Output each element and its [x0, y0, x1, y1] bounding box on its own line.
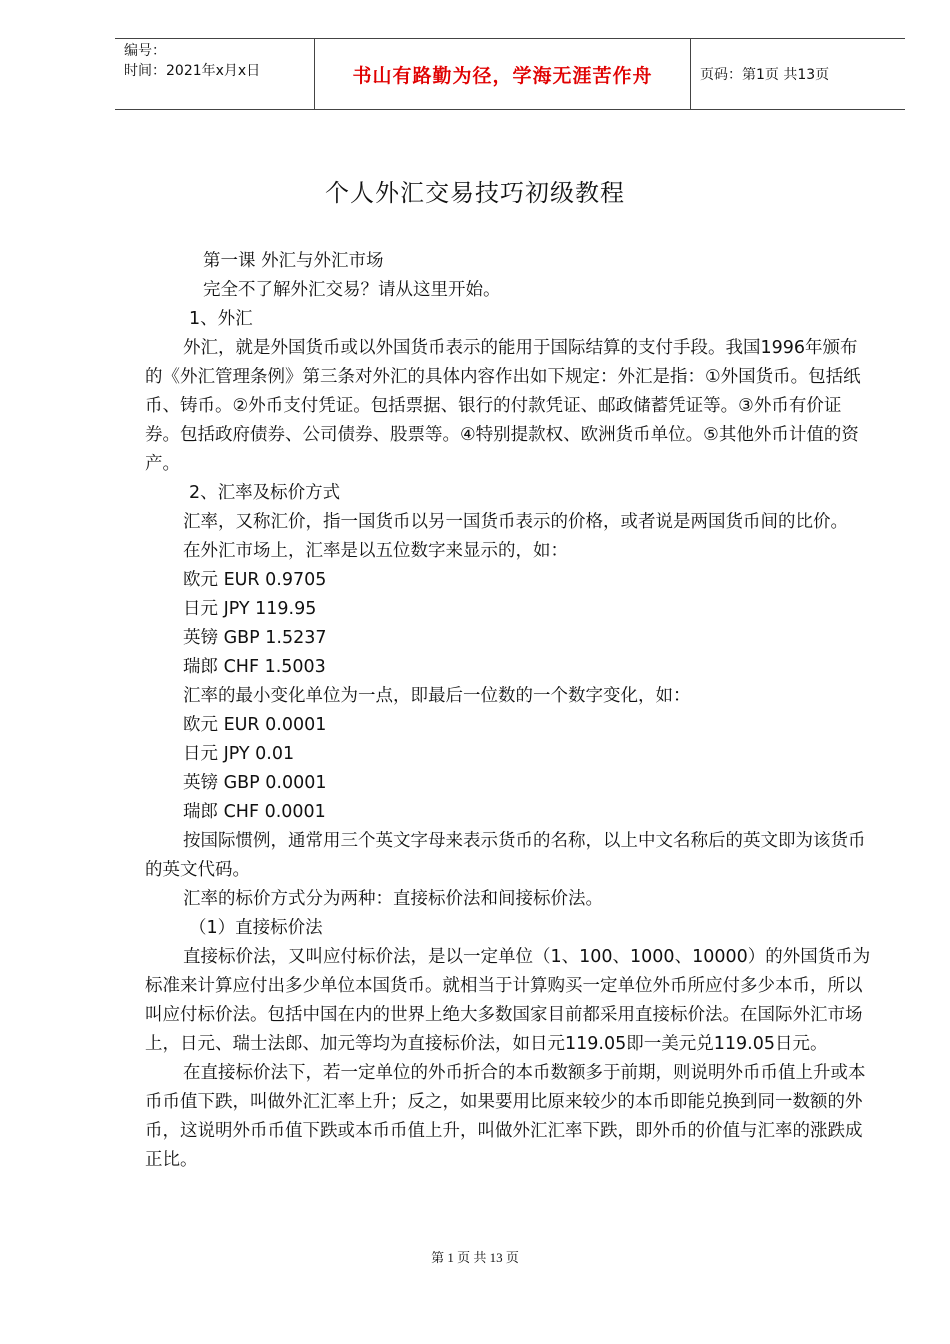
- header-meta: [115, 39, 315, 109]
- paragraph: 外汇，就是外国货币或以外国货币表示的能用于国际结算的支付手段。我国1996年颁布的《外汇管理条例》第三条对外汇的具体内容作出如下规定：外汇是指：①外国货币。包括纸币、铸币。②外币支付凭证。包括票据、银行的付款凭证、邮政储蓄凭证等。③外币有价证券。包括政府债券、公司债券、股票等。④特别提款权、欧洲货币单位。⑤其他外币计值的资产。: [145, 338, 861, 474]
- paragraph: 汇率，又称汇价，指一国货币以另一国货币表示的价格，或者说是两国货币间的比价。: [183, 512, 848, 532]
- document-body: [145, 247, 875, 1175]
- paragraph: 汇率的最小变化单位为一点，即最后一位数的一个数字变化，如：: [183, 686, 691, 706]
- rate-example: 日元 JPY 119.95: [183, 599, 317, 619]
- rate-example: 欧元 EUR 0.0001: [183, 715, 327, 735]
- paragraph: 在直接标价法下，若一定单位的外币折合的本币数额多于前期，则说明外币币值上升或本币币值下跌，叫做外汇汇率上升；反之，如果要用比原来较少的本币即能兑换到同一数额的外币，这说明外币币值下跌或本币币值上升，叫做外汇汇率下跌，即外币的价值与汇率的涨跌成正比。: [145, 1063, 866, 1170]
- section-heading: 1、外汇: [189, 309, 253, 329]
- lesson-heading: 第一课 外汇与外汇市场: [203, 251, 384, 271]
- page-footer: 第 1 页 共 13 页: [431, 1250, 519, 1265]
- number-label: 编号：: [124, 43, 166, 59]
- paragraph: 直接标价法，又叫应付标价法，是以一定单位（1、100、1000、10000）的外国货币为标准来计算应付出多少单位本国货币。就相当于计算购买一定单位外币所应付多少本币，所以叫应付标价法。包括中国在内的世界上绝大多数国家目前都采用直接标价法。在国际外汇市场上，日元、瑞士法郎、加元等均为直接标价法，如日元119.05即一美元兑119.05日元。: [145, 947, 871, 1054]
- rate-example: 英镑 GBP 0.0001: [183, 773, 327, 793]
- header-motto: 书山有路勤为径，学海无涯苦作舟: [315, 39, 691, 109]
- rate-example: 欧元 EUR 0.9705: [183, 570, 327, 590]
- rate-example: 瑞郎 CHF 1.5003: [183, 657, 326, 677]
- intro-line: 完全不了解外汇交易？请从这里开始。: [203, 280, 501, 300]
- paragraph: 按国际惯例，通常用三个英文字母来表示货币的名称，以上中文名称后的英文即为该货币的英文代码。: [145, 831, 866, 880]
- paragraph: 在外汇市场上，汇率是以五位数字来显示的，如：: [183, 541, 568, 561]
- time-label: 时间：2021年x月x日: [124, 63, 261, 79]
- rate-example: 日元 JPY 0.01: [183, 744, 295, 764]
- document-header: [115, 38, 905, 110]
- header-page-info: 页码：第1页 共13页: [700, 67, 830, 83]
- rate-example: 瑞郎 CHF 0.0001: [183, 802, 326, 822]
- rate-example: 英镑 GBP 1.5237: [183, 628, 327, 648]
- subsection-heading: （1）直接标价法: [189, 918, 323, 938]
- paragraph: 汇率的标价方式分为两种：直接标价法和间接标价法。: [183, 889, 603, 909]
- page-title: 个人外汇交易技巧初级教程: [325, 179, 625, 207]
- section-heading: 2、汇率及标价方式: [189, 483, 341, 503]
